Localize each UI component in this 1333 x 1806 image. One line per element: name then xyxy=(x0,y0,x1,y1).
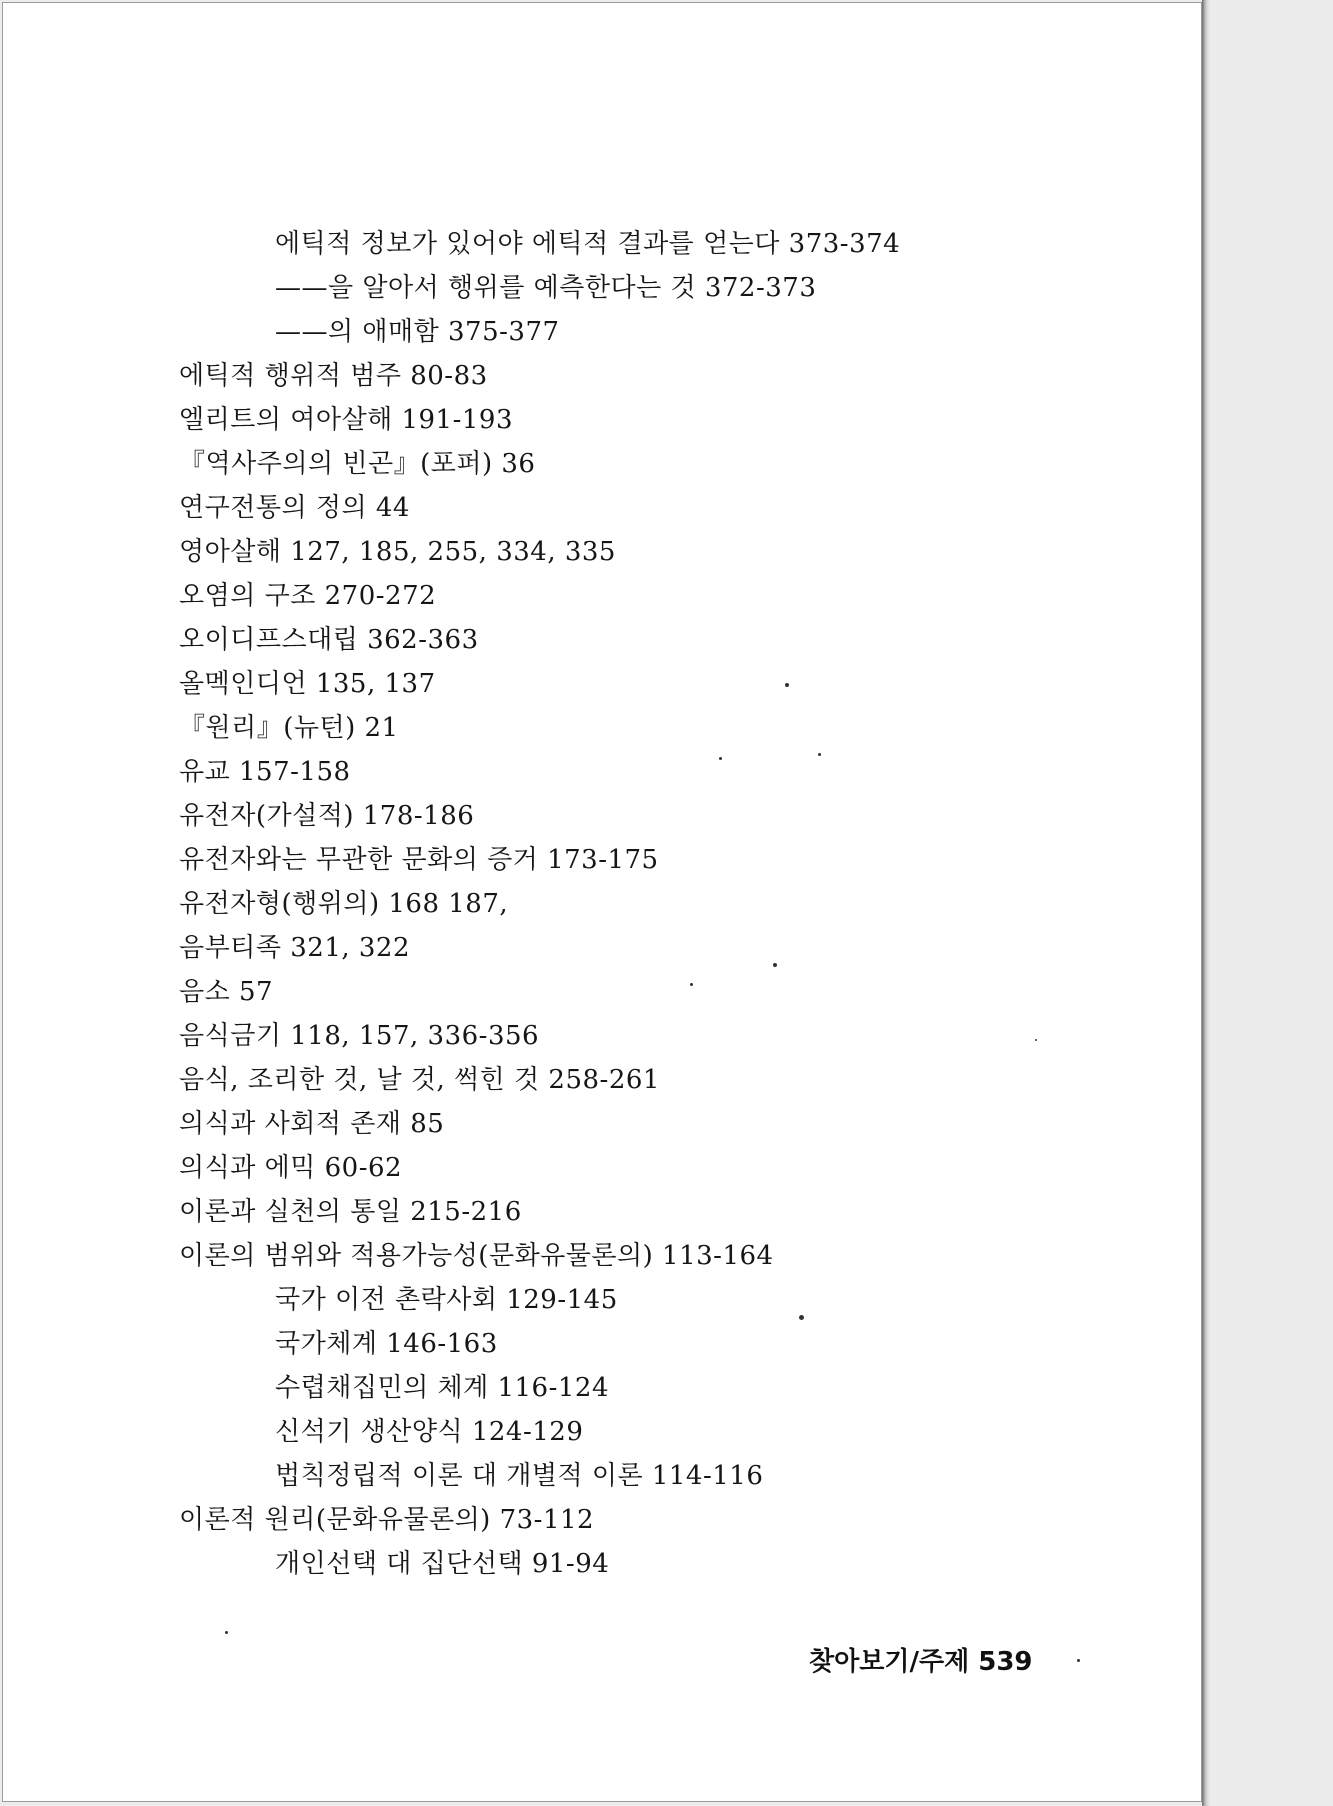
index-entry: 오이디프스대립 362-363 xyxy=(179,625,479,655)
scan-speck xyxy=(773,963,777,967)
index-entry: 음식, 조리한 것, 날 것, 썩힌 것 258-261 xyxy=(179,1065,660,1095)
scan-speck xyxy=(719,757,722,760)
scan-speck xyxy=(1077,1659,1080,1662)
scan-speck xyxy=(225,1631,228,1634)
index-entry: 『역사주의의 빈곤』(포퍼) 36 xyxy=(179,449,536,479)
scan-speck xyxy=(1035,1039,1037,1041)
page-edge-shadow xyxy=(1202,0,1210,1806)
page-footer: 찾아보기/주제 539 xyxy=(809,1647,1033,1677)
index-entry: 연구전통의 정의 44 xyxy=(179,493,410,523)
scan-speck xyxy=(785,683,789,687)
index-entry: 이론의 범위와 적용가능성(문화유물론의) 113-164 xyxy=(179,1241,774,1271)
index-subentry: ——을 알아서 행위를 예측한다는 것 372-373 xyxy=(275,273,817,303)
index-subentry: 국가체계 146-163 xyxy=(275,1329,498,1359)
index-entry: 유교 157-158 xyxy=(179,757,351,787)
index-entry: 음소 57 xyxy=(179,977,274,1007)
index-entry-list xyxy=(3,3,1203,1803)
index-subentry: 개인선택 대 집단선택 91-94 xyxy=(275,1549,610,1579)
index-entry: 올멕인디언 135, 137 xyxy=(179,669,436,699)
scan-speck xyxy=(690,983,693,986)
index-entry: 의식과 사회적 존재 85 xyxy=(179,1109,445,1139)
index-subentry: 국가 이전 촌락사회 129-145 xyxy=(275,1285,618,1315)
index-subentry: 신석기 생산양식 124-129 xyxy=(275,1417,584,1447)
index-subentry: ——의 애매함 375-377 xyxy=(275,317,560,347)
index-subentry: 법칙정립적 이론 대 개별적 이론 114-116 xyxy=(275,1461,764,1491)
page xyxy=(2,2,1202,1802)
index-subentry: 에틱적 정보가 있어야 에틱적 결과를 얻는다 373-374 xyxy=(275,229,901,259)
index-entry: 에틱적 행위적 범주 80-83 xyxy=(179,361,488,391)
index-entry: 의식과 에믹 60-62 xyxy=(179,1153,403,1183)
index-entry: 이론적 원리(문화유물론의) 73-112 xyxy=(179,1505,595,1535)
index-entry: 영아살해 127, 185, 255, 334, 335 xyxy=(179,537,616,567)
index-entry: 음식금기 118, 157, 336-356 xyxy=(179,1021,540,1051)
index-entry: 이론과 실천의 통일 215-216 xyxy=(179,1197,522,1227)
index-entry: 음부티족 321, 322 xyxy=(179,933,411,963)
index-entry: 유전자(가설적) 178-186 xyxy=(179,801,475,831)
index-entry: 『원리』(뉴턴) 21 xyxy=(179,713,399,743)
index-entry: 엘리트의 여아살해 191-193 xyxy=(179,405,513,435)
index-entry: 오염의 구조 270-272 xyxy=(179,581,437,611)
index-subentry: 수렵채집민의 체계 116-124 xyxy=(275,1373,609,1403)
scan-speck xyxy=(799,1315,804,1320)
index-entry: 유전자형(행위의) 168 187, xyxy=(179,889,509,919)
scan-speck xyxy=(818,753,821,756)
index-entry: 유전자와는 무관한 문화의 증거 173-175 xyxy=(179,845,659,875)
